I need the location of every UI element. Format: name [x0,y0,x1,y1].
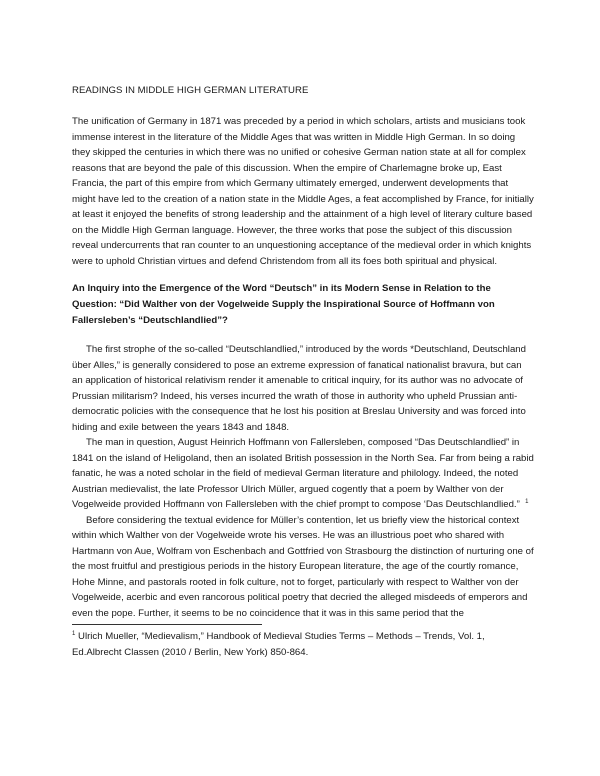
page-content [72,83,534,660]
document-title: READINGS IN MIDDLE HIGH GERMAN LITERATURE [72,85,309,96]
body-paragraph-2 [72,435,534,513]
body-paragraph-2-text: The man in question, August Heinrich Hoffmann von Fallersleben, composed “Das Deutschlandlied” in 1841 on the island of Heligoland, then an isolated British possession in the North Sea. Far from being a rabid fanatic, he was a noted scholar in the field of medieval German literature and philology. Indeed, the noted Austrian medievalist, the late Professor Ulrich Müller, argued cogently that a poem by Walther von der Vogelweide provided Hoffmann von Fallersleben with the chief prompt to compose ‘Das Deutschlandlied.” [72,437,534,510]
footnote-text: Ulrich Mueller, “Medievalism,” Handbook of Medieval Studies Terms – Methods – Trends, Vol. 1, Ed.Albrecht Classen (2010 / Berlin, New York) 850-864. [72,631,485,658]
body-paragraph-3: Before considering the textual evidence for Müller’s contention, let us briefly view the historical context within which Walther von der Vogelweide wrote his verses. He was an illustrious poet who shared with Hartmann von Aue, Wolfram von Eschenbach and Gottfried von Strasbourg the distinction of nurturing one of the most fruitful and prestigious periods in the history European literature, the age of the courtly romance, Hohe Minne, and pastorals rooted in folk culture, not to forget, particularly with respect to Walther von der Vogelweide, acerbic and even rancorous political poetry that decried the alleged misdeeds of emperors and even the pope. Further, it seems to be no coincidence that it was in this same period that the [72,514,534,619]
footnote-reference[interactable]: 1 [525,498,529,505]
footnote-marker: 1 [72,630,76,637]
footnote-divider [72,624,262,625]
section-heading: An Inquiry into the Emergence of the Word “Deutsch” in its Modern Sense in Relation to the Question: “Did Walther von der Vogelweide Supply the Inspirational Source of Hoffmann von Fallersleben’s “Deutschlandlied”? [72,283,495,326]
footnote [72,629,534,660]
intro-paragraph: The unification of Germany in 1871 was preceded by a period in which scholars, artists and musicians took immense interest in the literature of the Middle Ages that was written in Middle High German. In so doing they skipped the centuries in which there was no unified or cohesive German nation state at all for complex reasons that are beyond the pale of this discussion. When the empire of Charlemagne broke up, East Francia, the part of this empire from which Germany ultimately emerged, underwent developments that might have led to the creation of a nation state in the Middle Ages, a feat accomplished by France, for initially at least it enjoyed the benefits of strong leadership and the attainment of a high level of literary culture based on the Middle High German language. However, the three works that pose the subject of this discussion reveal undercurrents that ran counter to an unquestioning acceptance of the medieval order in which knights were to uphold Christian virtues and defend Christendom from all its foes both spiritual and physical. [72,116,534,267]
body-paragraph-1: The first strophe of the so-called “Deutschlandlied,” introduced by the words *Deutschland, Deutschland über Alles,” is generally considered to pose an extreme expression of fanatical nationalist bravura, but can an application of historical relativism render it amenable to critical inquiry, for its author was no advocate of Prussian militarism? Indeed, his verses incurred the wrath of those in authority who upheld Prussian anti-democratic policies with the consequence that he lost his position at Breslau University and was forced into hiding and exile between the years 1843 and 1848. [72,344,526,433]
